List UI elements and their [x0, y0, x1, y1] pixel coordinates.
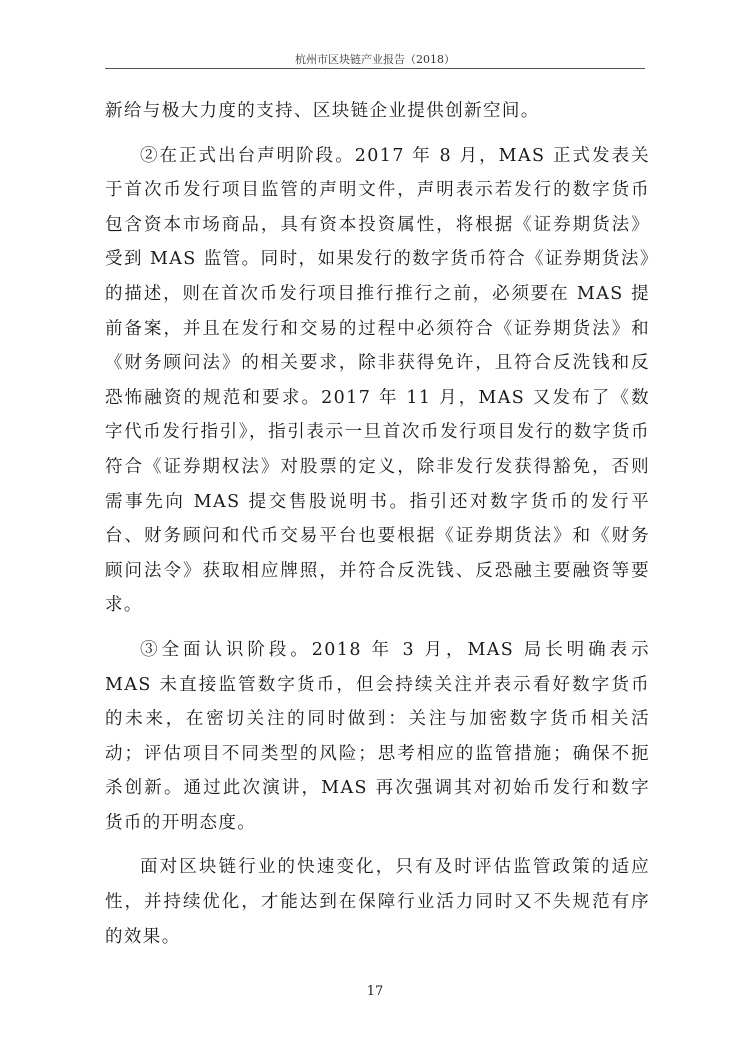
paragraph-formal-declaration-stage: ②在正式出台声明阶段。2017 年 8 月，MAS 正式发表关于首次币发行项目监管的声明文件，声明表示若发行的数字货币包含资本市场商品，具有资本投资属性，将根据《证券期货法》受到 MAS 监管。同时，如果发行的数字货币符合《证券期货法》的描述，则在首次币发行项目推行推行之前，必须要在 MAS 提前备案，并且在发行和交易的过程中必须符合《证券期货法》和《财务顾问法》的相关要求，除非获得免许，且符合反洗钱和反恐怖融资的规范和要求。2017 年 11 月，MAS 又发布了《数字代币发行指引》，指引表示一旦首次币发行项目发行的数字货币符合《证券期权法》对股票的定义，除非发行发获得豁免，否则需事先向 MAS 提交售股说明书。指引还对数字货币的发行平台、财务顾问和代币交易平台也要根据《证券期货法》和《财务顾问法令》获取相应牌照，并符合反洗钱、反恐融主要融资等要求。: [105, 145, 650, 616]
paragraph-full-recognition-stage: ③全面认识阶段。2018 年 3 月，MAS 局长明确表示 MAS 未直接监管数字货币，但会持续关注并表示看好数字货币的未来，在密切关注的同时做到：关注与加密数字货币相关活动；评估项目不同类型的风险；思考相应的监管措施；确保不扼杀创新。通过此次演讲，MAS 再次强调其对初始币发行和数字货币的开明态度。: [105, 639, 650, 833]
paragraph-conclusion: 面对区块链行业的快速变化，只有及时评估监管政策的适应性，并持续优化，才能达到在保障行业活力同时又不失规范有序的效果。: [105, 857, 650, 947]
document-body: [105, 94, 650, 964]
paragraph-continuation: 新给与极大力度的支持、区块链企业提供创新空间。: [105, 101, 540, 121]
header-divider: [105, 68, 645, 69]
running-header: 杭州市区块链产业报告（2018）: [295, 53, 455, 66]
page-number: 17: [366, 984, 384, 999]
